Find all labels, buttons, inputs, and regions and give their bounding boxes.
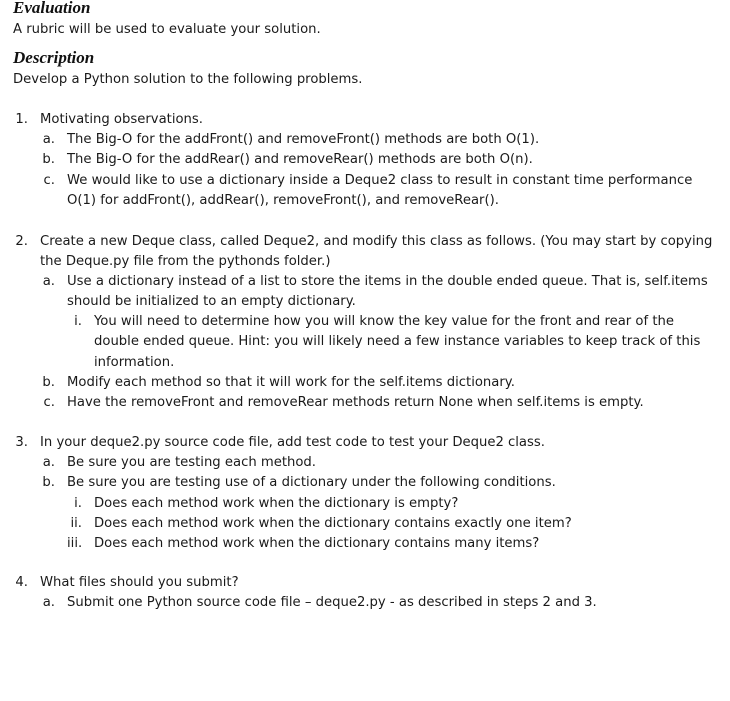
problem-1-item-c-label: c. [43, 173, 55, 188]
problem-2-item-a-text-2: should be initialized to an empty dictionary. [67, 294, 356, 309]
problem-1-item-b-text: The Big-O for the addRear() and removeRear() methods are both O(n). [67, 152, 533, 167]
problem-2-subitem-i-label: i. [74, 314, 82, 329]
problem-3-subitem-ii-label: ii. [70, 516, 82, 531]
problem-2-text-2: the Deque.py file from the pythonds folder.) [40, 254, 331, 269]
problem-1-item-a-text: The Big-O for the addFront() and removeFront() methods are both O(1). [67, 132, 540, 147]
problem-1-item-a-label: a. [42, 132, 55, 147]
problem-1-item-c-text-2: O(1) for addFront(), addRear(), removeFront(), and removeRear(). [67, 193, 499, 208]
problem-2-text-1: Create a new Deque class, called Deque2, and modify this class as follows. (You may start by copying [40, 234, 713, 249]
problem-1-number: 1. [15, 112, 28, 127]
problem-3-subitem-iii-text: Does each method work when the dictionary contains many items? [94, 536, 540, 551]
problem-2-item-a-label: a. [42, 274, 55, 289]
problem-1-text: Motivating observations. [40, 112, 203, 127]
problem-2-subitem-i-text-3: information. [94, 355, 175, 370]
description-text: Develop a Python solution to the following problems. [13, 72, 363, 87]
problem-2-item-b-text: Modify each method so that it will work for the self.items dictionary. [67, 375, 515, 390]
problem-2-number: 2. [15, 234, 28, 249]
problem-2-item-b-label: b. [42, 375, 55, 390]
problem-3-subitem-i-label: i. [74, 496, 82, 511]
problem-3-subitem-ii-text: Does each method work when the dictionary contains exactly one item? [94, 516, 572, 531]
problem-4-item-a-label: a. [42, 595, 55, 610]
problem-2-item-c-label: c. [43, 395, 55, 410]
problem-3-item-a-text: Be sure you are testing each method. [67, 455, 316, 470]
problem-2-item-c-text: Have the removeFront and removeRear methods return None when self.items is empty. [67, 395, 644, 410]
problem-4-item-a-text: Submit one Python source code file – deque2.py - as described in steps 2 and 3. [67, 595, 597, 610]
problem-3-item-a-label: a. [42, 455, 55, 470]
problem-3-number: 3. [15, 435, 28, 450]
problem-4-number: 4. [15, 575, 28, 590]
problem-3-subitem-i-text: Does each method work when the dictionary is empty? [94, 496, 459, 511]
problem-2-subitem-i-text-1: You will need to determine how you will know the key value for the front and rear of the [94, 314, 674, 329]
problem-3-item-b-label: b. [42, 475, 55, 490]
problem-4-text: What files should you submit? [40, 575, 239, 590]
problem-3-item-b-text: Be sure you are testing use of a dictionary under the following conditions. [67, 475, 556, 490]
problem-1-item-c-text-1: We would like to use a dictionary inside a Deque2 class to result in constant time performance [67, 173, 693, 188]
problem-3-subitem-iii-label: iii. [67, 536, 83, 551]
description-heading: Description [13, 48, 95, 67]
evaluation-heading: Evaluation [13, 0, 91, 17]
problem-3-text: In your deque2.py source code file, add test code to test your Deque2 class. [40, 435, 545, 450]
problem-2-subitem-i-text-2: double ended queue. Hint: you will likely need a few instance variables to keep track of this [94, 334, 701, 349]
evaluation-text: A rubric will be used to evaluate your solution. [13, 22, 321, 37]
problem-1-item-b-label: b. [42, 152, 55, 167]
problem-2-item-a-text-1: Use a dictionary instead of a list to store the items in the double ended queue. That is, self.items [67, 274, 708, 289]
